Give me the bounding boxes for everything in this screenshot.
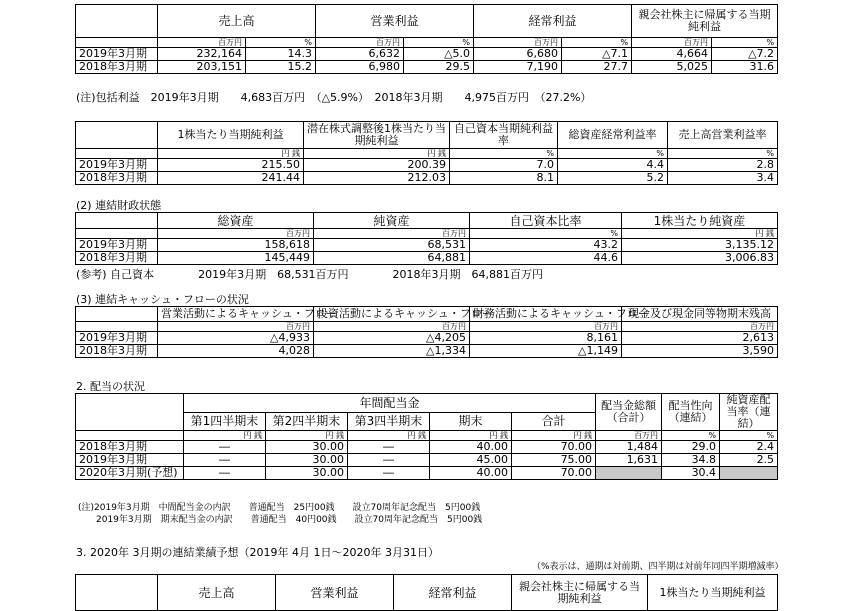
header-year-end: 期末 <box>430 412 512 431</box>
table-row <box>76 159 778 172</box>
cell: 40.00 <box>430 441 512 454</box>
unit: 百万円 <box>314 322 470 332</box>
cell: 3,006.83 <box>622 252 778 265</box>
cell: 3.4 <box>668 172 778 185</box>
cell: 203,151 <box>158 61 246 74</box>
table-row <box>76 61 778 74</box>
table-row <box>76 332 778 345</box>
unit: 円 銭 <box>266 431 348 441</box>
unit: 百万円 <box>470 322 622 332</box>
cell: 34.8 <box>662 454 720 467</box>
cell: 1,484 <box>596 441 662 454</box>
row-label: 2018年3月期 <box>76 441 184 454</box>
row-label: 2018年3月期 <box>76 172 158 185</box>
unit: 円 銭 <box>512 431 596 441</box>
unit: % <box>562 38 632 48</box>
cell: 40.00 <box>430 467 512 480</box>
header-ordinary-income: 経常利益 <box>474 5 632 38</box>
table-row <box>76 252 778 265</box>
cell: 30.00 <box>266 467 348 480</box>
section-financial-position: (2) 連結財政状態 <box>76 199 162 212</box>
header-eps: 1株当たり当期純利益 <box>158 122 304 149</box>
cell: 27.7 <box>562 61 632 74</box>
unit: % <box>712 38 778 48</box>
cell: 5,025 <box>632 61 712 74</box>
cell: ― <box>184 441 266 454</box>
cell: 8.1 <box>450 172 558 185</box>
cell: ― <box>348 467 430 480</box>
cell: 6,980 <box>316 61 404 74</box>
header-annual-dividend: 年間配当金 <box>184 394 596 413</box>
unit: % <box>450 149 558 159</box>
cell-blank <box>720 467 778 480</box>
cell: 14.3 <box>246 48 316 61</box>
unit: 百万円 <box>632 38 712 48</box>
unit: % <box>668 149 778 159</box>
cell: 4,664 <box>632 48 712 61</box>
header-net-assets: 純資産 <box>314 213 470 229</box>
comprehensive-income-note: (注)包括利益 2019年3月期 4,683百万円 （△5.9%） 2018年3月期 4,975百万円 （27.2%） <box>76 91 592 104</box>
unit: 百万円 <box>316 38 404 48</box>
unit: 百万円 <box>314 229 470 239</box>
unit: % <box>662 431 720 441</box>
cell: 7,190 <box>474 61 562 74</box>
row-label: 2019年3月期 <box>76 454 184 467</box>
cell: 30.00 <box>266 454 348 467</box>
cell: 68,531 <box>314 239 470 252</box>
cell: 15.2 <box>246 61 316 74</box>
table-row <box>76 172 778 185</box>
cash-flow-table <box>75 306 778 358</box>
cell: 44.6 <box>470 252 622 265</box>
cell-blank <box>596 467 662 480</box>
row-label: 2019年3月期 <box>76 159 158 172</box>
results-table <box>75 4 778 74</box>
header-roe: 自己資本当期純利益率 <box>450 122 558 149</box>
unit: 円 銭 <box>622 229 778 239</box>
forecast-header-net-income: 親会社株主に帰属する当期純利益 <box>512 575 648 611</box>
dividend-table <box>75 393 778 480</box>
table-row <box>76 454 778 467</box>
unit: % <box>470 229 622 239</box>
cell: 4,028 <box>158 345 314 358</box>
cell: 5.2 <box>558 172 668 185</box>
cell: 29.0 <box>662 441 720 454</box>
forecast-header-sales: 売上高 <box>158 575 276 611</box>
forecast-table <box>75 574 778 611</box>
header-diluted-eps: 潜在株式調整後1株当たり当期純利益 <box>304 122 450 149</box>
cell: 2.8 <box>668 159 778 172</box>
header-payout-ratio: 配当性向（連結） <box>662 394 720 431</box>
section-cash-flow: (3) 連結キャッシュ・フローの状況 <box>76 293 249 306</box>
forecast-header-eps: 1株当たり当期純利益 <box>648 575 778 611</box>
cell: △1,334 <box>314 345 470 358</box>
cell: △4,205 <box>314 332 470 345</box>
unit: 円 銭 <box>304 149 450 159</box>
cell: △1,149 <box>470 345 622 358</box>
cell: 215.50 <box>158 159 304 172</box>
unit: 円 銭 <box>430 431 512 441</box>
unit: % <box>558 149 668 159</box>
cell: 70.00 <box>512 441 596 454</box>
cell: 1,631 <box>596 454 662 467</box>
cell: 2,613 <box>622 332 778 345</box>
cell: 6,680 <box>474 48 562 61</box>
cell: 45.00 <box>430 454 512 467</box>
cell: 241.44 <box>158 172 304 185</box>
row-label: 2018年3月期 <box>76 252 158 265</box>
unit: 百万円 <box>158 38 246 48</box>
dividend-breakdown-note-yearend: 2019年3月期 期末配当金の内訳 普通配当 40円00銭 設立70周年記念配当 5円00銭 <box>78 515 483 525</box>
cell: 158,618 <box>158 239 314 252</box>
cell: 43.2 <box>470 239 622 252</box>
cell: 75.00 <box>512 454 596 467</box>
header-equity-ratio: 自己資本比率 <box>470 213 622 229</box>
unit: 円 銭 <box>348 431 430 441</box>
cell: 64,881 <box>314 252 470 265</box>
header-q2: 第2四半期末 <box>266 412 348 431</box>
cell: 8,161 <box>470 332 622 345</box>
cell: 30.00 <box>266 441 348 454</box>
header-total-assets: 総資産 <box>158 213 314 229</box>
financial-position-table <box>75 212 778 265</box>
row-label: 2020年3月期(予想) <box>76 467 184 480</box>
cell: 4.4 <box>558 159 668 172</box>
cell: △5.0 <box>404 48 474 61</box>
header-doe: 純資産配当率（連結） <box>720 394 778 431</box>
row-label: 2019年3月期 <box>76 332 158 345</box>
unit: % <box>404 38 474 48</box>
header-operating-income: 営業利益 <box>316 5 474 38</box>
header-q1: 第1四半期末 <box>184 412 266 431</box>
forecast-header-ordinary-income: 経常利益 <box>394 575 512 611</box>
section-dividends: 2. 配当の状況 <box>76 380 145 393</box>
per-share-table <box>75 121 778 185</box>
dividend-breakdown-note-interim: (注)2019年3月期 中間配当金の内訳 普通配当 25円00銭 設立70周年記念配当 5円00銭 <box>78 503 481 513</box>
header-total: 合計 <box>512 412 596 431</box>
unit: 百万円 <box>158 229 314 239</box>
table-row <box>76 441 778 454</box>
header-sales: 売上高 <box>158 5 316 38</box>
unit: 円 銭 <box>184 431 266 441</box>
cell: ― <box>348 454 430 467</box>
row-label: 2019年3月期 <box>76 239 158 252</box>
row-label: 2019年3月期 <box>76 48 158 61</box>
unit: 百万円 <box>158 322 314 332</box>
header-roa: 総資産経常利益率 <box>558 122 668 149</box>
cell: 3,590 <box>622 345 778 358</box>
cell: 2.5 <box>720 454 778 467</box>
cell: △4,933 <box>158 332 314 345</box>
unit: % <box>720 431 778 441</box>
row-label: 2018年3月期 <box>76 61 158 74</box>
unit: 百万円 <box>622 322 778 332</box>
header-financing-cf: 財務活動によるキャッシュ・フロー <box>470 307 622 322</box>
header-cash-balance: 現金及び現金同等物期末残高 <box>622 307 778 322</box>
unit: % <box>246 38 316 48</box>
table-row <box>76 467 778 480</box>
cell: 2.4 <box>720 441 778 454</box>
section-forecast: 3. 2020年 3月期の連結業績予想（2019年 4月 1日～2020年 3月31日） <box>76 546 439 559</box>
cell: △7.2 <box>712 48 778 61</box>
table-row <box>76 48 778 61</box>
header-operating-cf: 営業活動によるキャッシュ・フロー <box>158 307 314 322</box>
cell: 212.03 <box>304 172 450 185</box>
header-investing-cf: 投資活動によるキャッシュ・フロー <box>314 307 470 322</box>
cell: 200.39 <box>304 159 450 172</box>
cell: 7.0 <box>450 159 558 172</box>
cell: 145,449 <box>158 252 314 265</box>
cell: 29.5 <box>404 61 474 74</box>
equity-reference-note: (参考) 自己資本 2019年3月期 68,531百万円 2018年3月期 64,881百万円 <box>76 268 544 281</box>
forecast-percent-note: （%表示は、通期は対前期、四半期は対前年同四半期増減率） <box>532 562 784 572</box>
row-label: 2018年3月期 <box>76 345 158 358</box>
unit: 百万円 <box>474 38 562 48</box>
cell: 232,164 <box>158 48 246 61</box>
cell: 6,632 <box>316 48 404 61</box>
cell: 3,135.12 <box>622 239 778 252</box>
cell: ― <box>348 441 430 454</box>
cell: 31.6 <box>712 61 778 74</box>
cell: 30.4 <box>662 467 720 480</box>
cell: △7.1 <box>562 48 632 61</box>
header-margin: 売上高営業利益率 <box>668 122 778 149</box>
forecast-header-operating-income: 営業利益 <box>276 575 394 611</box>
unit: 百万円 <box>596 431 662 441</box>
unit: 円 銭 <box>158 149 304 159</box>
header-net-income: 親会社株主に帰属する当期純利益 <box>632 5 778 38</box>
header-total-dividend: 配当金総額（合計） <box>596 394 662 431</box>
table-row <box>76 345 778 358</box>
header-bps: 1株当たり純資産 <box>622 213 778 229</box>
table-row <box>76 239 778 252</box>
cell: 70.00 <box>512 467 596 480</box>
cell: ― <box>184 467 266 480</box>
cell: ― <box>184 454 266 467</box>
header-q3: 第3四半期末 <box>348 412 430 431</box>
